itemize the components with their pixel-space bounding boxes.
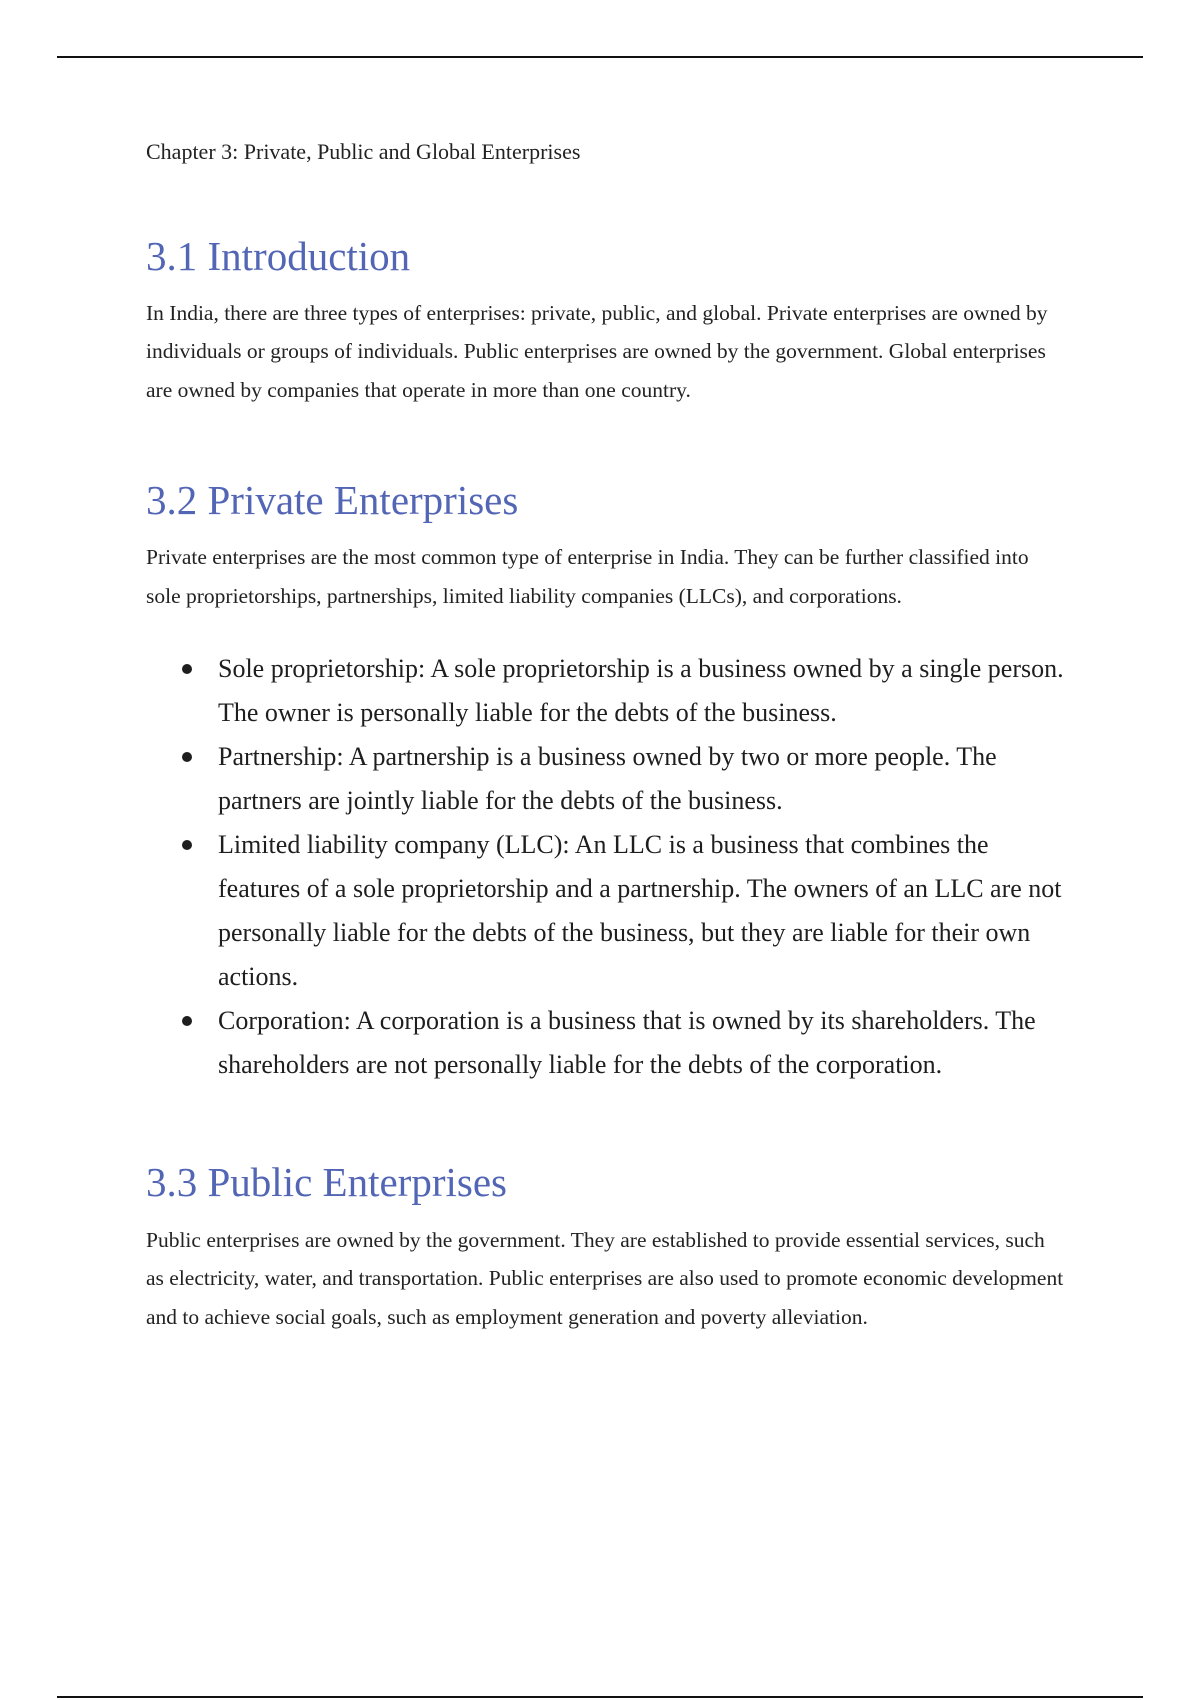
bullet-icon xyxy=(182,664,192,674)
list-item-text: Sole proprietorship: A sole proprietorship is a business owned by a single person. The owner is personally liable for the debts of the business. xyxy=(218,654,1064,728)
section-heading-public: 3.3 Public Enterprises xyxy=(146,1159,507,1206)
top-rule xyxy=(57,56,1143,58)
list-item-text: Limited liability company (LLC): An LLC is a business that combines the features of a sole proprietorship and a partnership. The owners of an LLC are not personally liable for the debts of the business, but they are liable for their own actions. xyxy=(218,830,1062,992)
list-item-partnership xyxy=(146,735,1066,823)
list-item-sole-proprietorship xyxy=(146,647,1066,735)
chapter-title: Chapter 3: Private, Public and Global Enterprises xyxy=(146,139,581,164)
list-item-text: Partnership: A partnership is a business owned by two or more people. The partners are jointly liable for the debts of the business. xyxy=(218,742,997,816)
list-item-llc xyxy=(146,823,1066,999)
bullet-icon xyxy=(182,752,192,762)
section-heading-introduction: 3.1 Introduction xyxy=(146,232,411,279)
section-private-enterprises xyxy=(146,477,1066,1087)
bullet-icon xyxy=(182,840,192,850)
document-body xyxy=(146,138,1066,1404)
introduction-paragraph: In India, there are three types of enterprises: private, public, and global. Private enterprises are owned by individuals or groups of individuals. Public enterprises are owned by the government. Global enterprises are owned by companies that operate in more than one country. xyxy=(146,300,1048,402)
section-introduction xyxy=(146,233,1066,410)
public-paragraph: Public enterprises are owned by the government. They are established to provide essential services, such as electricity, water, and transportation. Public enterprises are also used to promote economic development and to achieve social goals, such as employment generation and poverty alleviation. xyxy=(146,1227,1064,1329)
enterprise-types-list xyxy=(146,647,1066,1087)
list-item-text: Corporation: A corporation is a business that is owned by its shareholders. The shareholders are not personally liable for the debts of the corporation. xyxy=(218,1006,1036,1080)
bottom-rule xyxy=(57,1696,1143,1698)
list-item-corporation xyxy=(146,999,1066,1087)
section-heading-private: 3.2 Private Enterprises xyxy=(146,477,519,524)
bullet-icon xyxy=(182,1016,192,1026)
section-public-enterprises xyxy=(146,1159,1066,1336)
private-paragraph: Private enterprises are the most common type of enterprise in India. They can be further classified into sole proprietorships, partnerships, limited liability companies (LLCs), and corporations. xyxy=(146,545,1029,608)
